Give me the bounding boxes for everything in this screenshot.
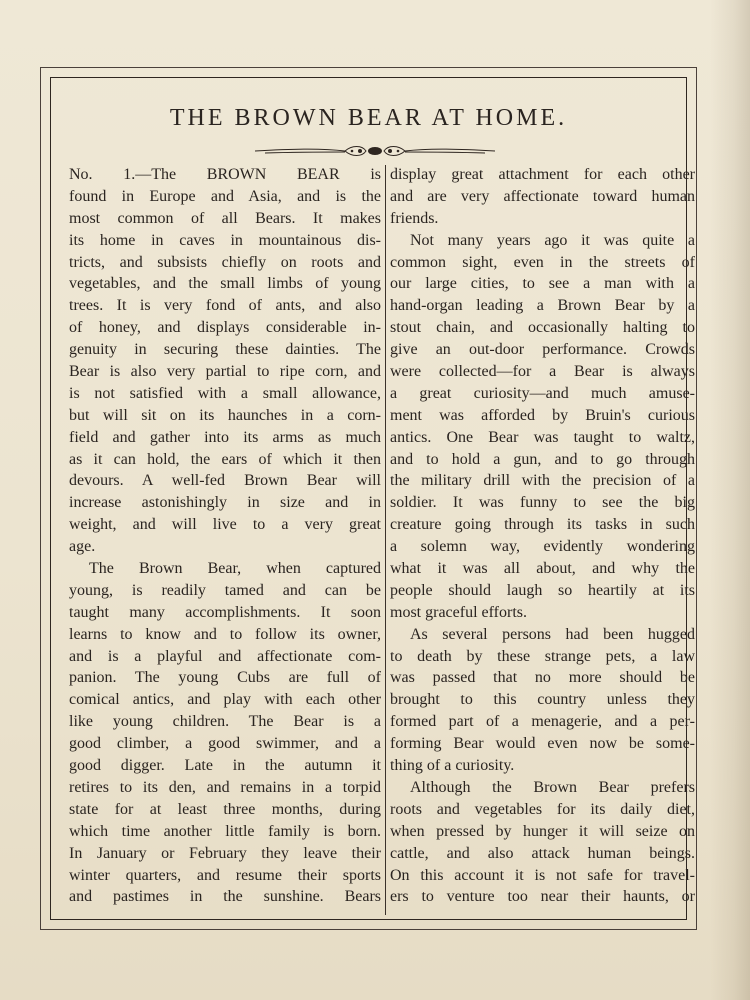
text-line: of honey, and displays considerable in- <box>69 319 381 337</box>
text-line: ment was afforded by Bruin's curious <box>390 406 695 424</box>
text-line: On this account it is not safe for travel- <box>390 866 695 884</box>
text-line: formed part of a menagerie, and a per- <box>390 713 695 731</box>
left-column <box>69 164 381 908</box>
text-line: give an out-door performance. Crowds <box>390 341 695 359</box>
text-line: cattle, and also attack human beings. <box>390 844 695 862</box>
text-line: good climber, a good swimmer, and a <box>69 735 381 753</box>
text-line: were collected—for a Bear is always <box>390 363 695 381</box>
text-line: As several persons had been hugged <box>410 625 695 643</box>
text-line: weight, and will live to a very great <box>69 516 381 534</box>
right-column <box>390 164 695 908</box>
text-line: Bear is also very partial to ripe corn, and <box>69 363 381 381</box>
text-line: ers to venture too near their haunts, or <box>390 888 695 906</box>
text-line: field and gather into its arms as much <box>69 428 381 446</box>
text-line: and is a playful and affectionate com- <box>69 647 381 665</box>
text-line: comical antics, and play with each other <box>69 691 381 709</box>
text-line: retires to its den, and remains in a torpid <box>69 778 381 796</box>
text-line: devours. A well-fed Brown Bear will <box>69 472 381 490</box>
text-line: display great attachment for each other <box>390 166 695 183</box>
text-line: which time another little family is born. <box>69 822 381 840</box>
text-line: its home in caves in mountainous dis- <box>69 231 381 249</box>
text-line: but will sit on its haunches in a corn- <box>69 406 381 424</box>
text-line: what it was all about, and why the <box>390 560 695 578</box>
text-line: the military drill with the precision of a <box>390 472 695 490</box>
text-line: a solemn way, evidently wondering <box>390 538 695 556</box>
text-line: stout chain, and occasionally halting to <box>390 319 695 337</box>
text-line: thing of a curiosity. <box>390 757 515 775</box>
text-line: genuity in securing these dainties. The <box>69 341 381 359</box>
text-line: hand-organ leading a Brown Bear by a <box>390 297 695 315</box>
text-line: our large cities, to see a man with a <box>390 275 695 293</box>
text-line: most common of all Bears. It makes <box>69 209 381 227</box>
text-line: state for at least three months, during <box>69 800 381 818</box>
text-line: Not many years ago it was quite a <box>410 231 695 249</box>
text-line: friends. <box>390 209 439 227</box>
text-line: as it can hold, the ears of which it then <box>69 450 381 468</box>
page-title: THE BROWN BEAR AT HOME. <box>169 105 568 131</box>
text-line: panion. The young Cubs are full of <box>69 669 381 687</box>
text-line: and to hold a gun, and to go through <box>390 450 695 468</box>
text-line: antics. One Bear was taught to waltz, <box>390 428 695 446</box>
text-line: winter quarters, and resume their sports <box>69 866 381 884</box>
text-line: creature going through its tasks in such <box>390 516 695 534</box>
column-divider <box>385 165 386 915</box>
text-line: people should laugh so heartily at its <box>390 581 695 599</box>
text-line: vegetables, and the small limbs of young <box>69 275 381 293</box>
text-line: roots and vegetables for its daily diet, <box>390 800 695 818</box>
text-line: age. <box>69 538 96 556</box>
text-line: No. 1.—The BROWN BEAR is <box>69 166 381 183</box>
text-line: In January or February they leave their <box>69 844 381 862</box>
text-line: soldier. It was funny to see the big <box>390 494 695 512</box>
text-line: good digger. Late in the autumn it <box>69 757 381 775</box>
text-line: like young children. The Bear is a <box>69 713 381 731</box>
text-line: increase astonishingly in size and in <box>69 494 381 512</box>
text-line: was passed that no more should be <box>390 669 695 687</box>
text-line: tricts, and subsists chiefly on roots and <box>69 253 381 271</box>
text-line: is not satisfied with a small allowance, <box>69 384 381 402</box>
text-line: found in Europe and Asia, and is the <box>69 187 381 205</box>
text-line: to death by these strange pets, a law <box>390 647 695 665</box>
text-line: and pastimes in the sunshine. Bears <box>69 888 381 906</box>
ornament-flourish-icon <box>0 140 750 162</box>
text-line: The Brown Bear, when captured <box>89 560 381 578</box>
text-line: most graceful efforts. <box>390 603 527 621</box>
text-line: common sight, even in the streets of <box>390 253 695 271</box>
text-line: Although the Brown Bear prefers <box>410 778 695 796</box>
text-line: when pressed by hunger it will seize on <box>390 822 695 840</box>
text-line: learns to know and to follow its owner, <box>69 625 381 643</box>
text-line: forming Bear would even now be some- <box>390 735 695 753</box>
text-line: brought to this country unless they <box>390 691 695 709</box>
text-line: taught many accomplishments. It soon <box>69 603 381 621</box>
text-line: a great curiosity—and much amuse- <box>390 384 695 402</box>
text-line: young, is readily tamed and can be <box>69 581 381 599</box>
text-line: and are very affectionate toward human <box>390 187 695 205</box>
text-line: trees. It is very fond of ants, and also <box>69 297 381 315</box>
